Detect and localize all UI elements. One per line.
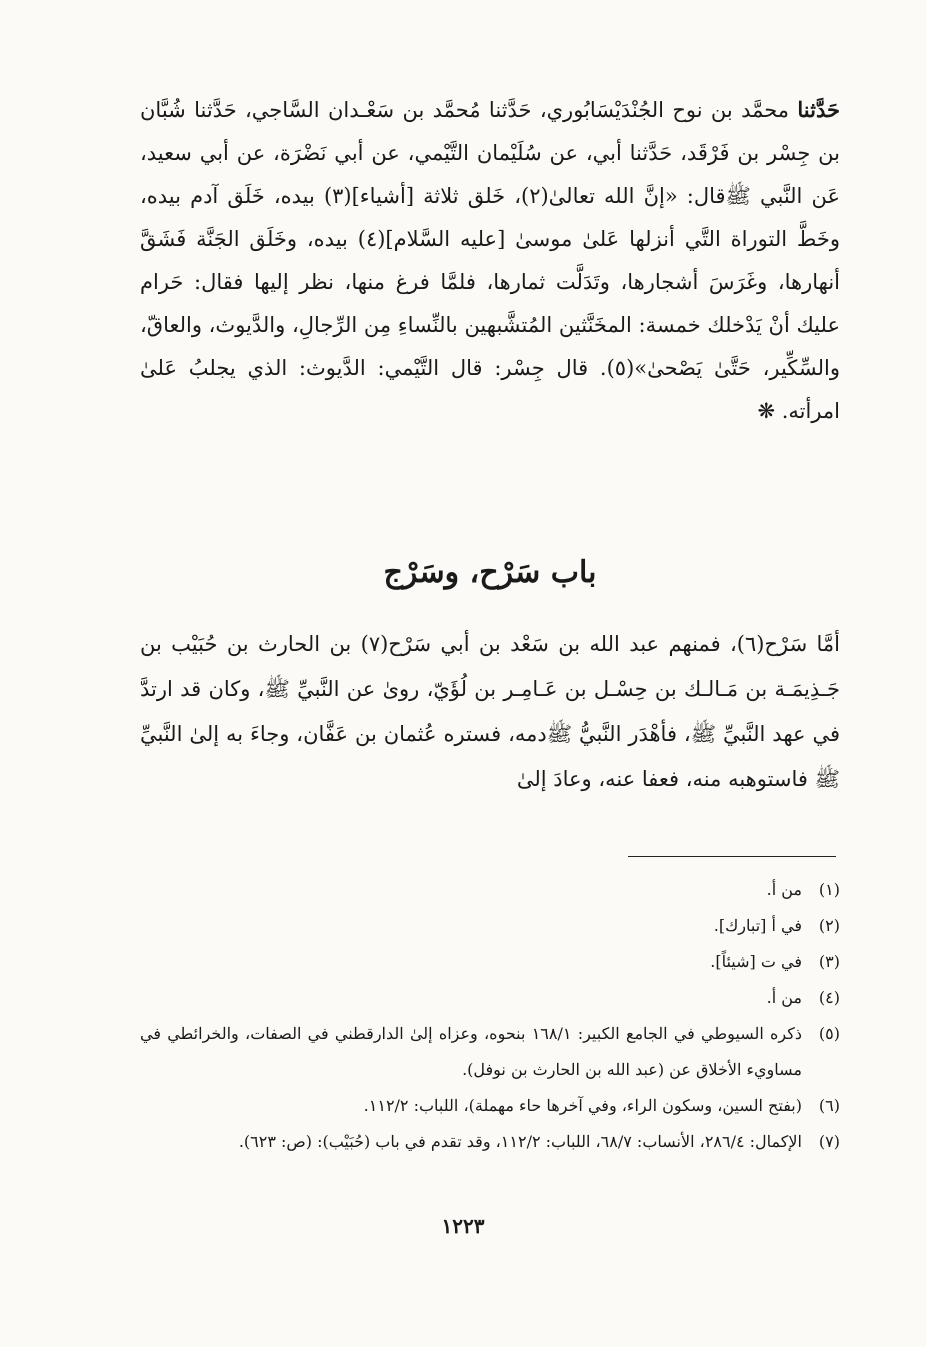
footnote-text: من أ. [766,880,802,899]
footnote-number: (٦) [818,1096,840,1115]
footnote-number: (١) [818,880,840,899]
footnotes-list [140,872,840,1160]
chapter-paragraph: أمَّا سَرْح(٦)، فمنهم عبد الله بن سَعْد بن أبي سَرْح(٧) بن الحارث بن حُبَيْب بن جَـذِيمَـة بن مَـالـك بن حِسْـل بن عَـامِـر بن لُؤَيّ، روىٰ عن النَّبيِّ ﷺ، وكان قد ارتدَّ في عهد النَّبيِّ ﷺ، فأهْدَر النَّبيُّ ﷺدمه، فستره عُثمان بن عَفَّان، وجاءَ به إلىٰ النَّبيِّ ﷺ فاستوهبه منه، فعفا عنه، وعادَ إلىٰ [140,632,841,791]
footnote-number: (٣) [818,952,840,971]
footnote-item [140,944,840,980]
footnote-item [140,872,840,908]
page-number: ١٢٢٣ [441,1214,485,1238]
footnote-number: (٢) [818,916,840,935]
footnote-number: (٤) [818,988,840,1007]
paragraph-lead-word: حَدَّثنا [797,97,840,122]
footnote-item [140,1124,840,1160]
footnote-text: في أ [تبارك]. [713,916,802,935]
footnote-item [140,980,840,1016]
paragraph-text: محمَّد بن نوح الجُنْدَيْسَابُوري، حَدَّثنا مُحمَّد بن سَعْـدان السَّاجي، حَدَّثنا شُبَّان بن جِسْر بن فَرْقَد، حَدَّثنا أبي، عن سُلَيْمان التَّيْمي، عن أبي نَضْرَة، عن أبي سعيد، عَن النَّبي ﷺقال: «إنَّ الله تعالىٰ(٢)، خَلق ثلاثة [أشياء](٣) بيده، خَلَق آدم بيده، وخَطَّ التوراة التَّي أنزلها عَلىٰ موسىٰ [عليه السَّلام](٤) بيده، وخَلَق الجَنَّة فَشَقَّ أنهارها، وغَرَسَ أشجارها، وتَدَلَّت ثمارها، فلمَّا فرغ منها، نظر إليها فقال: حَرام عليك أنْ يَدْخلك خمسة: المخَنَّثين المُتشَّبهين بالنِّساءِ مِن الرِّجالِ، والدَّيوث، والعاقّ، والسِّكِّير، حَتَّىٰ يَصْحىٰ»(٥). قال جِسْر: قال التَّيْمي: الدَّيوث: الذي يجلبُ عَلىٰ امرأته. ❋ [140,98,840,423]
footnote-number: (٥) [818,1024,840,1043]
footnote-item [140,1016,840,1088]
footnote-text: من أ. [766,988,802,1007]
footnote-text: الإكمال: ٢٨٦/٤، الأنساب: ٦٨/٧، اللباب: ١١٢/٢، وقد تقدم في باب (حُبَيْب): (ص: ٦٢٣). [238,1132,802,1151]
chapter-heading: باب سَرْح، وسَرْج [383,555,597,590]
hadith-paragraph [140,88,840,433]
footnote-item [140,1088,840,1124]
footnote-text: في ت [شيئاً]. [710,952,802,971]
footnote-text: ذكره السيوطي في الجامع الكبير: ١٦٨/١ بنحوه، وعزاه إلىٰ الدارقطني في الصفات، والخرائطي في مساويء الأخلاق عن (عبد الله بن الحارث بن نوفل). [140,1024,802,1079]
footnote-divider [628,856,836,857]
footnote-item [140,908,840,944]
footnote-text: (بفتح السين، وسكون الراء، وفي آخرها حاء مهملة)، اللباب: ١١٢/٢. [363,1096,802,1115]
footnote-number: (٧) [818,1132,840,1151]
